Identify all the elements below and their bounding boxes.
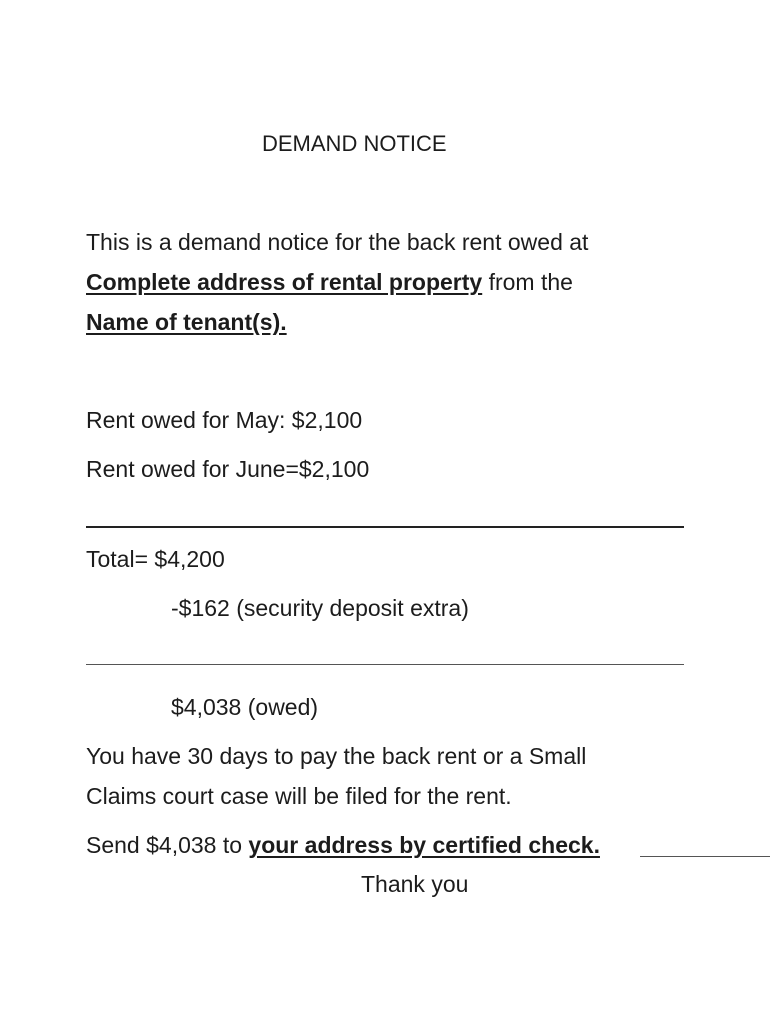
closing-text: Thank you	[361, 871, 469, 897]
page-title: DEMAND NOTICE	[262, 131, 447, 156]
intro-line-2	[86, 268, 573, 296]
rent-may: Rent owed for May: $2,100	[86, 407, 363, 433]
intro-line-3	[86, 308, 287, 336]
owed-amount: $4,038 (owed)	[171, 694, 319, 720]
deduction-line: -$162 (security deposit extra)	[171, 595, 469, 621]
owed-divider	[86, 664, 684, 665]
total-line: Total= $4,200	[86, 546, 225, 572]
intro-line-1: This is a demand notice for the back rent owed at	[86, 229, 589, 255]
your-address-placeholder: your address by certified check.	[248, 832, 600, 858]
send-line	[86, 831, 600, 859]
warning-line-1: You have 30 days to pay the back rent or a Small	[86, 743, 587, 769]
rent-june: Rent owed for June=$2,100	[86, 456, 370, 482]
subtotal-divider	[86, 526, 684, 528]
send-prefix: Send $4,038 to	[86, 832, 249, 858]
tenant-name-placeholder: Name of tenant(s).	[86, 309, 287, 335]
address-extension-rule	[640, 856, 770, 857]
from-the-text: from the	[482, 269, 573, 295]
property-address-placeholder: Complete address of rental property	[86, 269, 483, 295]
warning-line-2: Claims court case will be filed for the rent.	[86, 783, 512, 809]
